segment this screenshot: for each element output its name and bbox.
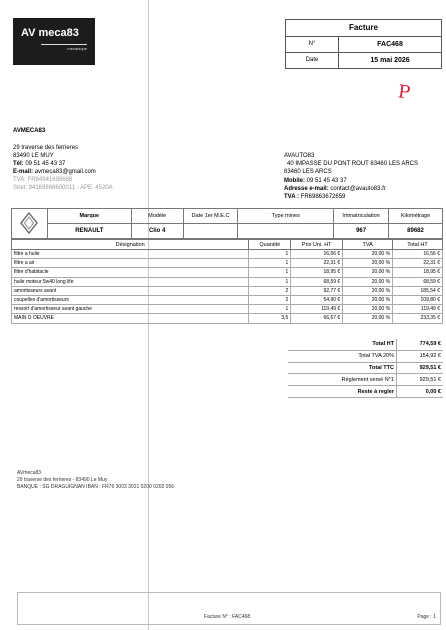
invoice-date: 15 mai 2026 (370, 57, 410, 64)
seller-email-value: avmeca83@gmail.com (34, 169, 96, 175)
item-quantity: 2 (249, 286, 291, 295)
client-tva-label: TVA : (284, 194, 299, 200)
logo-name: AV meca83 (21, 27, 79, 39)
totals-label: Total TVA 20% (288, 350, 397, 362)
client-mobile-value: 09 51 45 43 37 (306, 178, 347, 184)
bank-company-address: 29 traverse des ferrieres - 83490 Le Muy (17, 477, 108, 483)
client-address-1: 40 IMPASSE DU PONT ROUT 83460 LES ARCS (287, 161, 419, 167)
seller-address-1: 29 traverse des ferrieres (13, 145, 79, 151)
table-row (12, 305, 443, 314)
brand-logo-cell (12, 209, 48, 239)
seller-siret: Siret: 94169868600011 - APE: 4520A (13, 185, 113, 191)
vehicle-header-km: Kilométrage (389, 209, 443, 224)
bank-company-name: AVmeca83 (17, 470, 42, 476)
invoice-date-label: Date (286, 53, 339, 68)
item-total: 109,80 € (393, 295, 443, 304)
seller-address-2: 83490 LE MUY (13, 153, 54, 159)
bank-iban: BANQUE : SG DRAGUIGNAN IBAN : FR76 3003 3021 0200 0202 056 (17, 484, 175, 490)
item-designation: ressort d'amortisseur avant gauche (12, 305, 249, 314)
item-quantity: 1 (249, 305, 291, 314)
item-quantity: 2 (249, 295, 291, 304)
item-designation: huile moteur 5w40 long life (12, 277, 249, 286)
totals-row (288, 350, 443, 362)
client-email-label: Adresse e-mail: (284, 186, 329, 192)
footer-invoice-number: Facture N° : FAC468 (204, 614, 251, 620)
table-row (12, 286, 443, 295)
seller-phone-value: 09 51 45 43 37 (25, 161, 66, 167)
invoice-number: FAC468 (377, 41, 403, 48)
seller-tva: TVA: FR84941699686 (13, 177, 73, 183)
invoice-header-box (285, 19, 442, 69)
items-body (12, 240, 443, 324)
item-total: 22,31 € (393, 259, 443, 268)
seller-phone (13, 160, 65, 168)
logo-tagline: mecanique (41, 44, 87, 51)
item-quantity: 1 (249, 250, 291, 259)
totals-value: 154,92 € (397, 350, 444, 362)
items-header-row (12, 240, 443, 250)
item-unit-price: 92,77 € (291, 286, 343, 295)
totals-row (288, 386, 443, 398)
item-unit-price: 16,56 € (291, 250, 343, 259)
item-total: 68,59 € (393, 277, 443, 286)
seller-email (13, 168, 96, 176)
totals-row (288, 339, 443, 350)
item-unit-price: 119,49 € (291, 305, 343, 314)
item-designation: coupelles d'amortisseurs (12, 295, 249, 304)
item-total: 233,35 € (393, 314, 443, 323)
item-designation: filtre d'habitacle (12, 268, 249, 277)
vehicle-value-row (12, 224, 443, 239)
client-address-2: 83460 LES ARCS (284, 169, 332, 175)
items-table (11, 239, 443, 324)
table-row (12, 295, 443, 304)
item-total: 16,56 € (393, 250, 443, 259)
item-tva: 20,00 % (343, 305, 393, 314)
vehicle-model: Clio 4 (131, 224, 183, 239)
client-tva-value: FR69863672659 (300, 194, 346, 200)
item-designation: filtre a air (12, 259, 249, 268)
totals-table (288, 339, 443, 398)
header-quantity: Quantité (249, 240, 291, 250)
seller-email-label: E-mail: (13, 169, 34, 175)
vehicle-header-row (12, 209, 443, 224)
header-designation: Désignation (12, 240, 249, 250)
client-name: AVAUTO83 (284, 153, 315, 159)
item-tva: 20,00 % (343, 259, 393, 268)
invoice-number-row (286, 37, 441, 53)
vehicle-header-date: Date 1er M.E.C (183, 209, 238, 224)
header-unit-price: Prix Uni. HT (291, 240, 343, 250)
invoice-title: Facture (286, 20, 441, 37)
vehicle-immat: 967 (334, 224, 389, 239)
item-designation: amortisseurs avant (12, 286, 249, 295)
item-tva: 20,00 % (343, 277, 393, 286)
client-mobile (284, 177, 347, 185)
totals-value: 0,00 € (397, 386, 444, 398)
handwritten-paid-mark: P (396, 81, 412, 104)
seller-name: AVMECA83 (13, 128, 46, 134)
item-quantity: 1 (249, 277, 291, 286)
vehicle-brand: RENAULT (47, 224, 131, 239)
vehicle-header-brand: Marque (47, 209, 131, 224)
item-unit-price: 54,90 € (291, 295, 343, 304)
table-row (12, 250, 443, 259)
item-quantity: 1 (249, 268, 291, 277)
item-unit-price: 66,67 € (291, 314, 343, 323)
renault-logo-icon (19, 212, 39, 234)
totals-value: 929,51 € (397, 362, 444, 374)
item-unit-price: 68,59 € (291, 277, 343, 286)
vehicle-header-type: Type mines (238, 209, 334, 224)
item-tva: 20,00 % (343, 268, 393, 277)
vehicle-km: 89682 (389, 224, 443, 239)
item-tva: 20,00 % (343, 314, 393, 323)
totals-label: Reste à regler (288, 386, 397, 398)
totals-row (288, 362, 443, 374)
totals-label: Total TTC (288, 362, 397, 374)
client-tva (284, 193, 345, 201)
totals-row (288, 374, 443, 386)
totals-value: 929,51 € (397, 374, 444, 386)
header-total: Total HT (393, 240, 443, 250)
item-quantity: 1 (249, 259, 291, 268)
item-designation: filtre a huile (12, 250, 249, 259)
page-footer (17, 592, 441, 625)
item-unit-price: 18,95 € (291, 268, 343, 277)
table-row (12, 268, 443, 277)
footer-page-number: Page : 1 (417, 614, 436, 620)
item-unit-price: 22,31 € (291, 259, 343, 268)
invoice-number-label: N° (286, 37, 339, 52)
invoice-date-row (286, 53, 441, 68)
item-quantity: 3,5 (249, 314, 291, 323)
table-row (12, 314, 443, 323)
item-total: 119,49 € (393, 305, 443, 314)
table-row (12, 259, 443, 268)
company-logo (13, 18, 95, 65)
item-total: 18,95 € (393, 268, 443, 277)
item-tva: 20,00 % (343, 295, 393, 304)
totals-value: 774,59 € (397, 339, 444, 350)
item-tva: 20,00 % (343, 286, 393, 295)
item-tva: 20,00 % (343, 250, 393, 259)
item-total: 185,54 € (393, 286, 443, 295)
header-tva: TVA (343, 240, 393, 250)
vehicle-type (238, 224, 334, 239)
client-email-value: contact@avauto83.fr (330, 186, 386, 192)
totals-body (288, 339, 443, 397)
vehicle-header-immat: Immatriculation (334, 209, 389, 224)
item-designation: MAIN D OEUVRE (12, 314, 249, 323)
client-mobile-label: Mobile: (284, 178, 305, 184)
vehicle-header-model: Modèle (131, 209, 183, 224)
vehicle-table (11, 208, 443, 239)
client-email (284, 185, 386, 193)
totals-label: Règlement versé N°1 (288, 374, 397, 386)
totals-label: Total HT (288, 339, 397, 350)
seller-phone-label: Tél: (13, 161, 24, 167)
table-row (12, 277, 443, 286)
vehicle-date (183, 224, 238, 239)
